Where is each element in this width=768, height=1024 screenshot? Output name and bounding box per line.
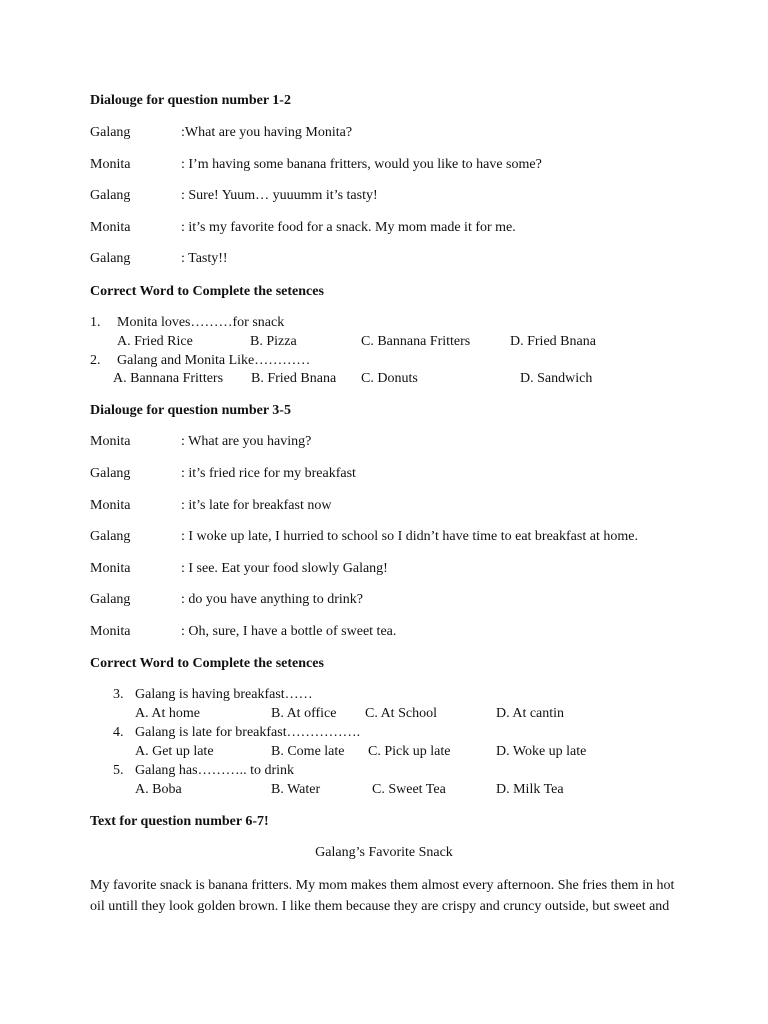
dialogue-text: : What are you having? bbox=[181, 434, 312, 449]
option-c: C. Donuts bbox=[361, 371, 418, 386]
dialogue-speaker: Galang bbox=[90, 251, 131, 266]
question-number: 2. bbox=[90, 353, 101, 368]
option-a: A. Get up late bbox=[135, 744, 214, 759]
option-c: C. Pick up late bbox=[368, 744, 451, 759]
option-d: D. Fried Bnana bbox=[510, 334, 596, 349]
option-c: C. At School bbox=[365, 706, 437, 721]
option-a: A. At home bbox=[135, 706, 200, 721]
dialogue-text: : Sure! Yuum… yuuumm it’s tasty! bbox=[181, 188, 378, 203]
dialogue-speaker: Monita bbox=[90, 157, 131, 172]
section-heading-3: Text for question number 6-7! bbox=[90, 814, 269, 829]
option-a: A. Bannana Fritters bbox=[113, 371, 224, 386]
dialogue-speaker: Galang bbox=[90, 188, 131, 203]
dialogue-speaker: Galang bbox=[90, 592, 131, 607]
dialogue-text: :What are you having Monita? bbox=[181, 125, 353, 140]
task-heading-2: Correct Word to Complete the setences bbox=[90, 656, 324, 671]
dialogue-speaker: Monita bbox=[90, 561, 131, 576]
question-text: Galang is having breakfast…… bbox=[135, 687, 313, 702]
dialogue-text: : Oh, sure, I have a bottle of sweet tea. bbox=[181, 624, 397, 639]
option-d: D. Woke up late bbox=[496, 744, 587, 759]
question-number: 5. bbox=[113, 763, 124, 778]
option-d: D. At cantin bbox=[496, 706, 565, 721]
dialogue-text: : it’s my favorite food for a snack. My mom made it for me. bbox=[181, 220, 516, 235]
question-number: 4. bbox=[113, 725, 124, 740]
dialogue-speaker: Monita bbox=[90, 220, 131, 235]
question-number: 3. bbox=[113, 687, 124, 702]
dialogue-text: : it’s late for breakfast now bbox=[181, 498, 332, 513]
option-a: A. Fried Rice bbox=[117, 334, 193, 349]
dialogue-text: : Tasty!! bbox=[181, 251, 228, 266]
question-text: Galang has……….. to drink bbox=[135, 763, 295, 778]
dialogue-speaker: Monita bbox=[90, 624, 131, 639]
task-heading-1: Correct Word to Complete the setences bbox=[90, 284, 324, 299]
section-heading-2: Dialouge for question number 3-5 bbox=[90, 403, 291, 418]
question-number: 1. bbox=[90, 315, 101, 330]
dialogue-text: : I’m having some banana fritters, would you like to have some? bbox=[181, 157, 542, 172]
option-d: D. Milk Tea bbox=[496, 782, 564, 797]
option-b: B. Water bbox=[271, 782, 321, 797]
dialogue-text: : it’s fried rice for my breakfast bbox=[181, 466, 356, 481]
option-a: A. Boba bbox=[135, 782, 182, 797]
dialogue-speaker: Galang bbox=[90, 466, 131, 481]
reading-paragraph: My favorite snack is banana fritters. My mom makes them almost every afternoon. She fries them in hot oil untill they look golden brown. I like them because they are crispy and cruncy outside, but sweet and bbox=[90, 878, 675, 914]
question-text: Galang is late for breakfast……………. bbox=[135, 725, 361, 740]
option-b: B. At office bbox=[271, 706, 337, 721]
question-text: Monita loves………for snack bbox=[117, 315, 285, 330]
option-d: D. Sandwich bbox=[520, 371, 593, 386]
text-title: Galang’s Favorite Snack bbox=[315, 845, 453, 860]
option-c: C. Sweet Tea bbox=[372, 782, 446, 797]
option-b: B. Come late bbox=[271, 744, 345, 759]
dialogue-text: : do you have anything to drink? bbox=[181, 592, 363, 607]
dialogue-text: : I woke up late, I hurried to school so I didn’t have time to eat breakfast at home. bbox=[181, 529, 638, 544]
dialogue-speaker: Galang bbox=[90, 529, 131, 544]
dialogue-text: : I see. Eat your food slowly Galang! bbox=[181, 561, 388, 576]
option-b: B. Pizza bbox=[250, 334, 297, 349]
section-heading-1: Dialouge for question number 1-2 bbox=[90, 93, 291, 108]
dialogue-speaker: Monita bbox=[90, 434, 131, 449]
option-c: C. Bannana Fritters bbox=[361, 334, 471, 349]
dialogue-speaker: Galang bbox=[90, 125, 131, 140]
question-text: Galang and Monita Like………… bbox=[117, 353, 311, 368]
dialogue-speaker: Monita bbox=[90, 498, 131, 513]
option-b: B. Fried Bnana bbox=[251, 371, 337, 386]
